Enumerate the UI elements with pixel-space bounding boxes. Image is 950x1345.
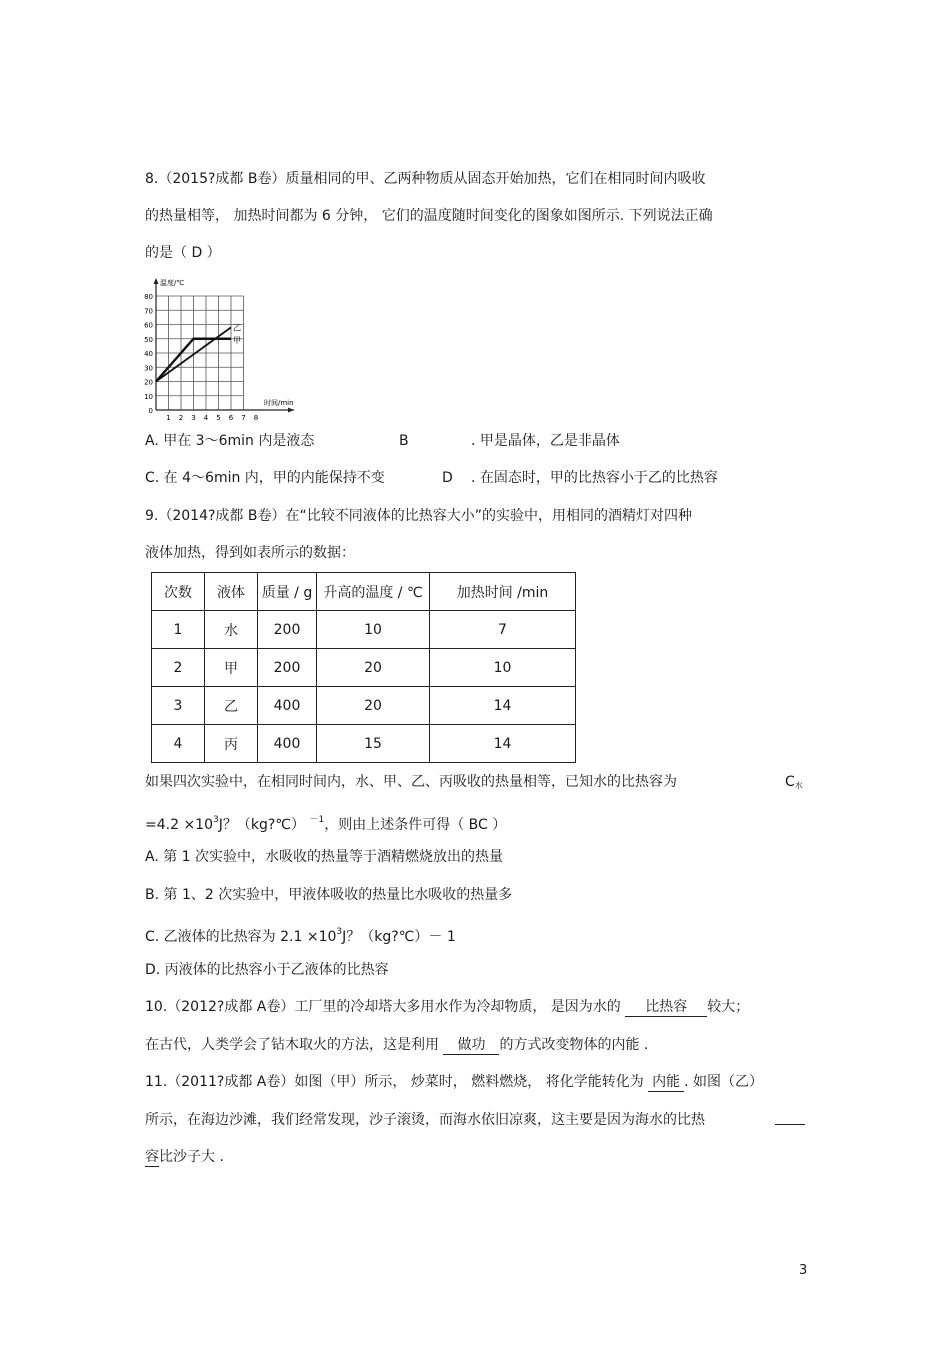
table-cell: 15 <box>317 725 430 763</box>
q10-blank-2: 做功 <box>443 1036 499 1055</box>
q11-line2 <box>145 1110 807 1130</box>
table-header-cell: 升高的温度 / ℃ <box>317 573 430 611</box>
q8-option-b-letter: B <box>399 433 409 449</box>
table-cell: 14 <box>430 725 576 763</box>
q10-line2 <box>145 1035 648 1055</box>
q9-c-subscript: 水 <box>794 781 803 790</box>
y-axis-arrow <box>154 278 159 284</box>
q9-line4-d: ） <box>487 817 507 833</box>
q9-data-table <box>151 572 576 763</box>
table-cell: 14 <box>430 687 576 725</box>
q9-option-a: A. 第 1 次实验中，水吸收的热量等于酒精燃烧放出的热量 <box>145 849 504 865</box>
q9-answer: BC <box>468 817 488 833</box>
table-header-cell: 液体 <box>205 573 258 611</box>
q10-blank-1: 比热容 <box>625 998 707 1017</box>
chart-x-tick-label: 6 <box>228 414 234 420</box>
table-header-cell: 质量 / g <box>258 573 317 611</box>
chart-grid <box>156 296 244 410</box>
q11-blank-2-start <box>775 1110 805 1125</box>
chart-axes <box>154 278 295 413</box>
q11-line1 <box>145 1072 763 1092</box>
q8-option-a: A. 甲在 3～6min 内是液态 <box>145 433 315 449</box>
series-label-乙: 乙 <box>233 323 241 333</box>
table-row <box>152 611 576 649</box>
q10-line2-a: 在古代，人类学会了钻木取火的方法，这是利用 <box>145 1037 444 1053</box>
table-cell: 1 <box>152 611 205 649</box>
q9-option-c <box>145 922 456 947</box>
table-row <box>152 725 576 763</box>
q11-line1-b: . 如图（乙） <box>684 1074 764 1090</box>
q8-option-d-letter: D <box>442 470 453 486</box>
page-number: 3 <box>799 1263 808 1278</box>
q9-option-d: D. 丙液体的比热容小于乙液体的比热容 <box>145 962 389 978</box>
table-cell: 水 <box>205 611 258 649</box>
chart-y-tick-label: 40 <box>144 350 153 358</box>
q10-line2-b: 的方式改变物体的内能 . <box>499 1037 649 1053</box>
chart-y-tick-label: 30 <box>144 364 153 373</box>
table-cell: 20 <box>317 687 430 725</box>
table-cell: 10 <box>317 611 430 649</box>
q10-line1-b: 较大； <box>707 999 750 1015</box>
chart-y-tick-label: 10 <box>144 392 153 401</box>
series-label-甲: 甲 <box>233 335 241 345</box>
chart-y-tick-label: 20 <box>144 378 153 387</box>
q9-line4 <box>145 810 506 835</box>
x-axis-arrow <box>288 408 294 413</box>
q11-line1-a: 11.（2011?成都 A卷）如图（甲）所示， 炒菜时， 燃料燃烧， 将化学能转化为 <box>145 1074 649 1090</box>
q8-line1: 8.（2015?成都 B卷）质量相同的甲、乙两种物质从固态开始加热，它们在相同时间内吸收 <box>145 171 706 187</box>
chart-y-tick-label: 0 <box>148 407 153 415</box>
q10-line1 <box>145 997 749 1017</box>
chart-x-tick-label: 8 <box>253 414 259 420</box>
table-row <box>152 649 576 687</box>
table-header-cell: 次数 <box>152 573 205 611</box>
chart-x-tick-label: 4 <box>203 414 209 420</box>
table-cell: 200 <box>258 649 317 687</box>
q9-line4-b: J？（kg?℃） <box>218 817 306 833</box>
q8-option-d: . 在固态时，甲的比热容小于乙的比热容 <box>471 470 718 486</box>
q11-blank-1: 内能 <box>648 1073 684 1092</box>
q9-line4-sup: 3 <box>213 815 219 825</box>
q9-option-c-a: C. 乙液体的比热容为 2.1 ×10 <box>145 929 337 945</box>
q9-line2: 液体加热，得到如表所示的数据： <box>145 545 355 561</box>
q9-line1: 9.（2014?成都 B卷）在“比较不同液体的比热容大小”的实验中，用相同的酒精灯对四种 <box>145 508 692 524</box>
q11-blank-2-end: 容 <box>145 1149 159 1165</box>
table-cell: 400 <box>258 725 317 763</box>
q8-line3 <box>145 243 221 263</box>
chart-y-tick-label: 70 <box>144 307 153 316</box>
chart-y-tick-label: 50 <box>144 335 153 344</box>
chart-x-tick-label: 2 <box>178 414 184 420</box>
q9-option-c-sup: 3 <box>336 927 343 937</box>
chart-y-tick-label: 80 <box>144 293 153 301</box>
q11-line3 <box>145 1147 224 1167</box>
chart-x-axis-label: 时间/min <box>264 399 294 407</box>
q8-options-ab <box>145 431 620 451</box>
q9-line3 <box>145 772 805 792</box>
chart-x-tick-label: 5 <box>216 414 221 420</box>
table-cell: 甲 <box>205 649 258 687</box>
table-header-cell: 加热时间 /min <box>430 573 576 611</box>
chart-y-axis-label: 温度/℃ <box>160 279 185 287</box>
q9-c-letter: C <box>785 774 795 790</box>
q9-option-c-b: J？（kg?℃）－ 1 <box>342 929 456 945</box>
q8-line3-pre: 的是（ <box>145 245 192 261</box>
table-header-row <box>152 573 576 611</box>
table-cell: 3 <box>152 687 205 725</box>
q9-line4-a: =4.2 ×10 <box>145 817 213 833</box>
q8-options-cd <box>145 468 718 488</box>
q10-line1-a: 10.（2012?成都 A卷）工厂里的冷却塔大多用水作为冷却物质， 是因为水的 <box>145 999 626 1015</box>
q8-line3-post: ） <box>202 245 221 261</box>
table-cell: 4 <box>152 725 205 763</box>
table-cell: 10 <box>430 649 576 687</box>
q9-line4-c: ，则由上述条件可得（ <box>324 817 469 833</box>
chart-x-tick-label: 3 <box>191 414 196 420</box>
table-cell: 20 <box>317 649 430 687</box>
q9-option-b: B. 第 1、2 次实验中，甲液体吸收的热量比水吸收的热量多 <box>145 887 513 903</box>
table-cell: 丙 <box>205 725 258 763</box>
table-row <box>152 687 576 725</box>
table-cell: 7 <box>430 611 576 649</box>
q11-line3-b: 比沙子大 . <box>159 1149 224 1165</box>
q8-answer: D <box>191 245 203 261</box>
q9-line3-text: 如果四次实验中，在相同时间内，水、甲、乙、丙吸收的热量相等，已知水的比热容为 <box>145 774 677 790</box>
table-cell: 2 <box>152 649 205 687</box>
q9-c-symbol <box>785 772 803 796</box>
table-cell: 乙 <box>205 687 258 725</box>
chart-x-tick-label: 1 <box>166 414 171 420</box>
q8-line2: 的热量相等， 加热时间都为 6 分钟， 它们的温度随时间变化的图象如图所示. 下列说法正确 <box>145 208 713 224</box>
q11-line2-text: 所示，在海边沙滩，我们经常发现，沙子滚烫，而海水依旧凉爽，这主要是因为海水的比热 <box>145 1112 705 1128</box>
q9-line4-sup2: －1 <box>309 815 325 825</box>
table-cell: 400 <box>258 687 317 725</box>
q8-option-b: . 甲是晶体，乙是非晶体 <box>471 433 620 449</box>
temperature-time-chart <box>140 276 310 420</box>
chart-x-tick-label: 7 <box>241 414 246 420</box>
chart-y-tick-label: 60 <box>144 321 153 330</box>
q8-option-c: C. 在 4～6min 内，甲的内能保持不变 <box>145 470 385 486</box>
table-cell: 200 <box>258 611 317 649</box>
